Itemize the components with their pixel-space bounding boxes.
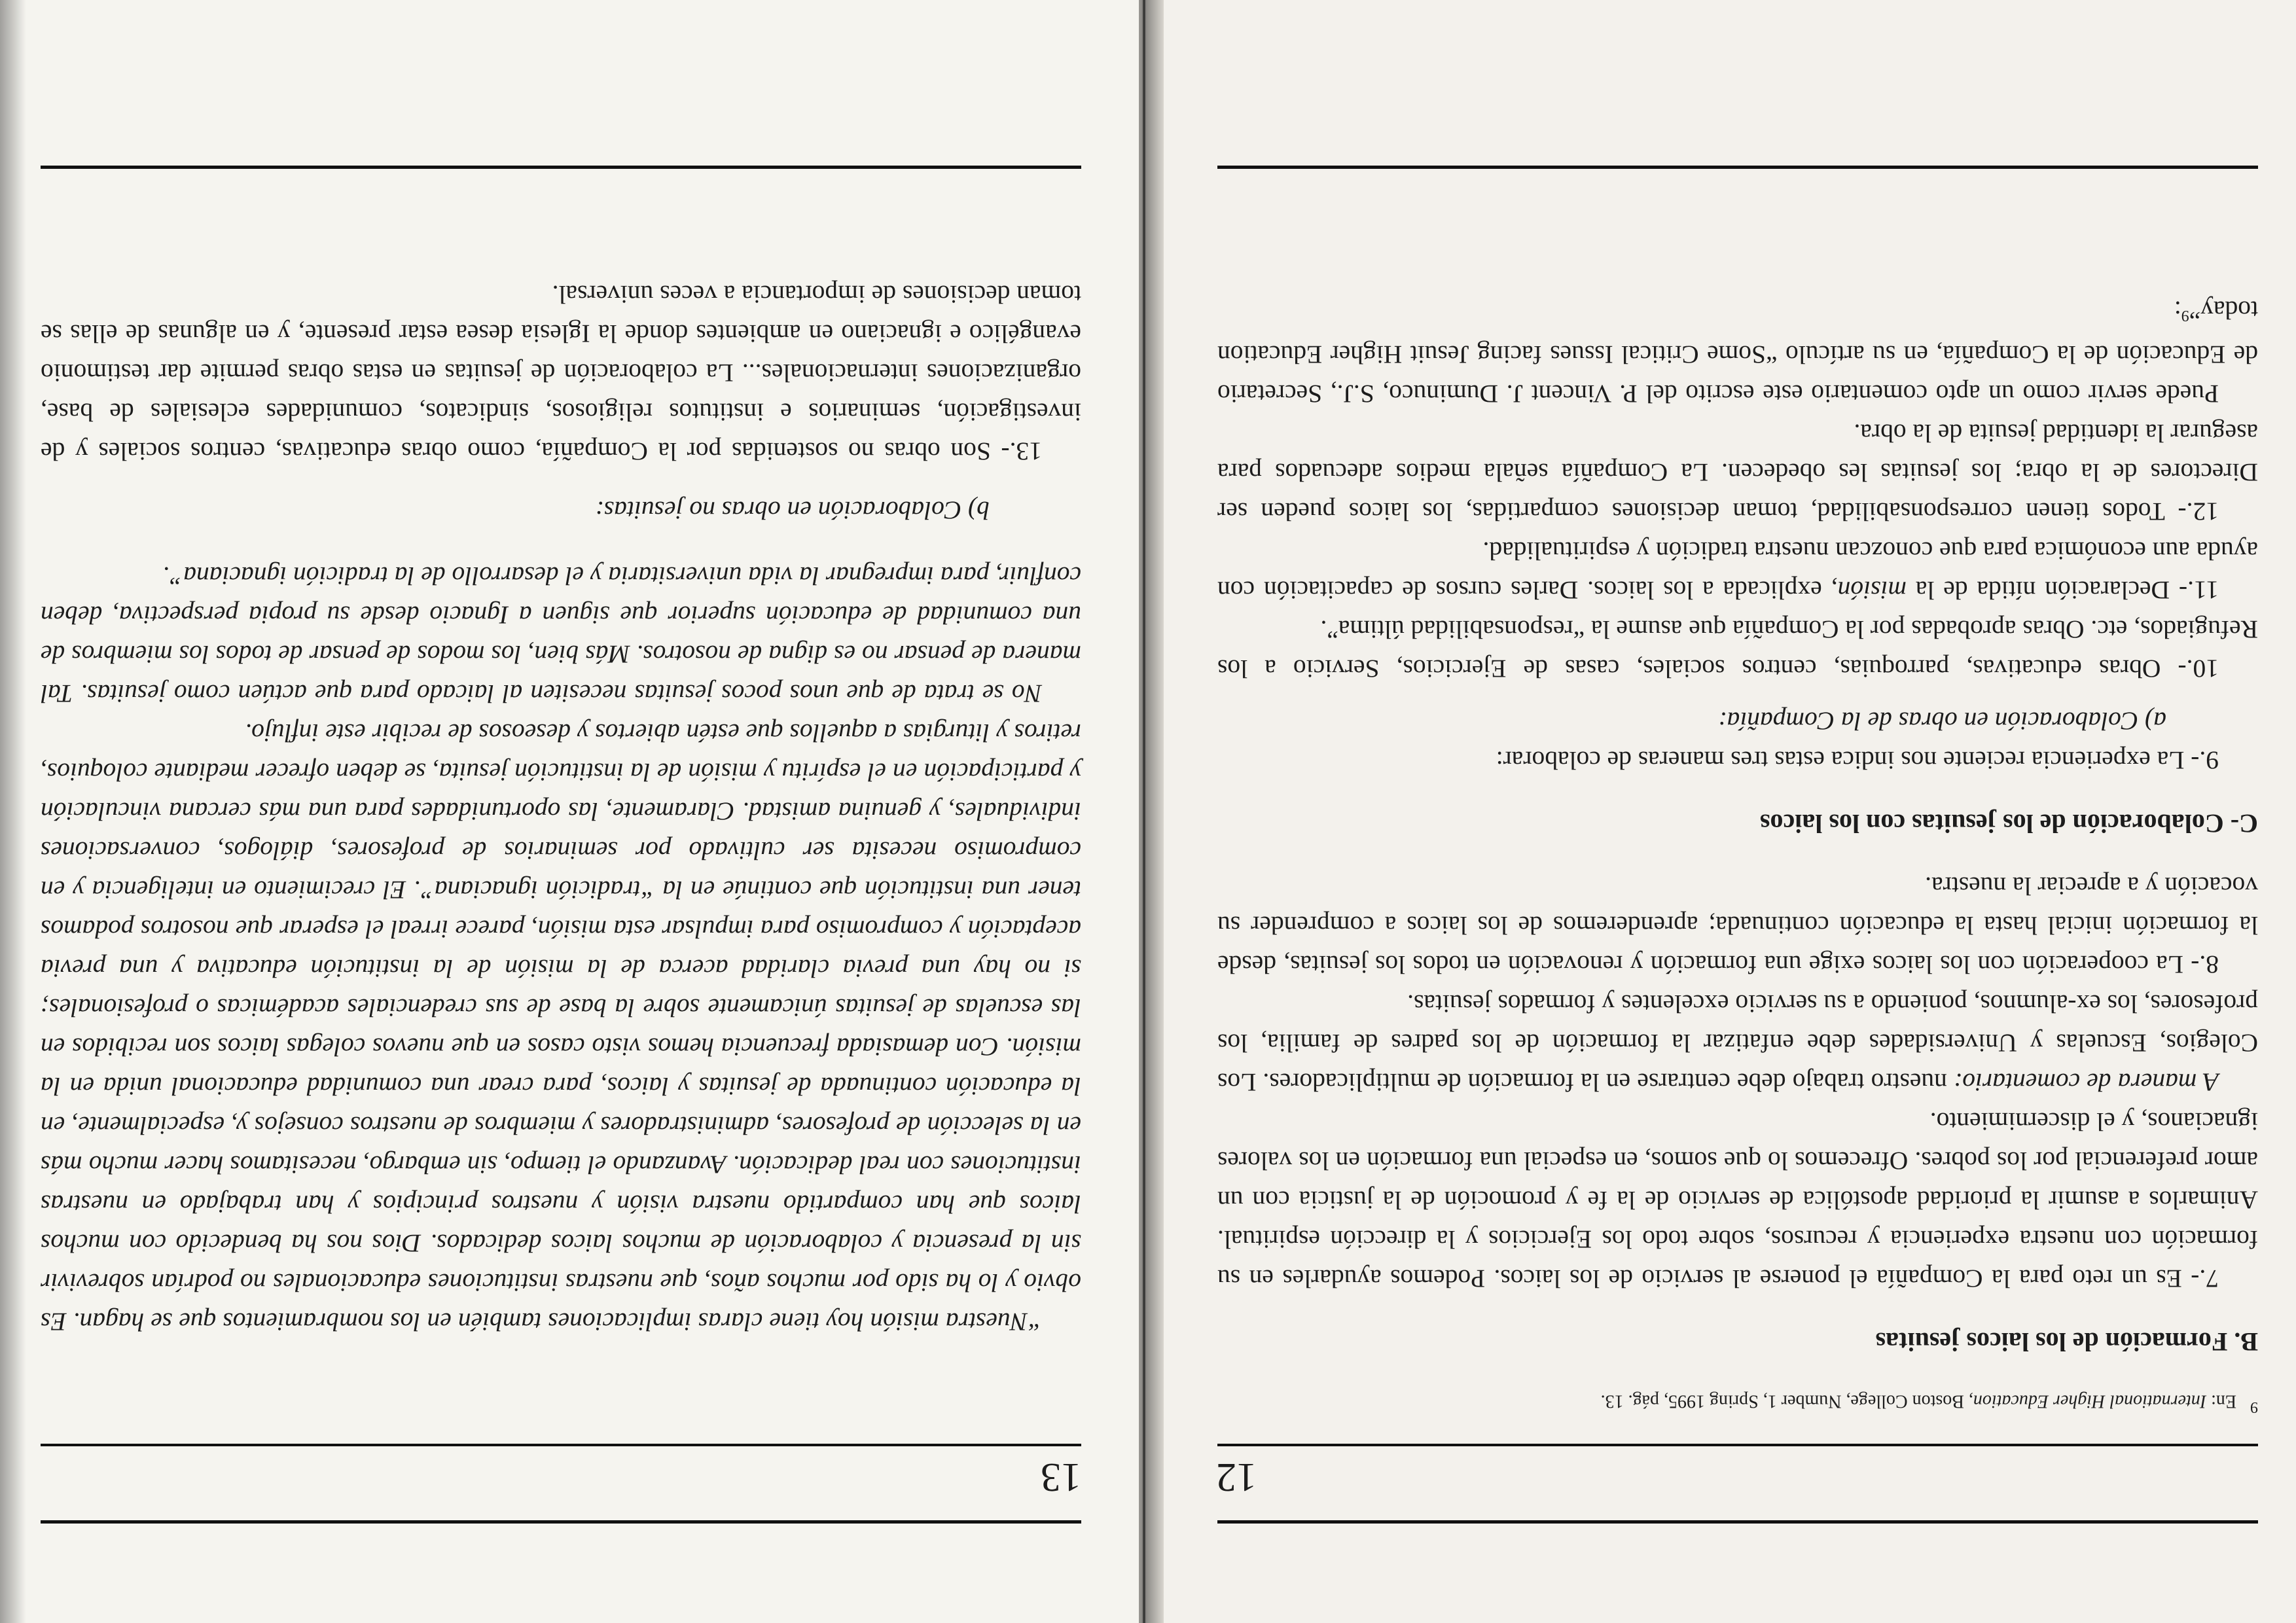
p11-end: , explicada a los laicos. Darles cursos de capacitación con ayuda aun económica para que conozcan nuestra tradición y espiritualidad. (1217, 537, 2258, 605)
folio-rule (41, 1444, 1081, 1446)
p13-intro: Puede servir como un apto comentario este escrito del P. Vincent J. Duminuco, S.J., Secretario de Educación de la Compañía, en su artículo “Some Critical Issues facing Jesuit Higher Education today” (1217, 295, 2258, 408)
section-heading-c: C- Colaboración de los jesuitas con los laicos (1759, 809, 2258, 838)
paragraph-commentary (1217, 291, 2258, 414)
page-number: 12 (1216, 1455, 1257, 1499)
page-13-body (41, 275, 1081, 1342)
bottom-rule (41, 166, 1081, 169)
page-13 (0, 0, 1139, 1623)
quote-paragraph-1: “Nuestra misión hoy tiene claras implicaciones también en los nombramientos que se hagan. Es obvio y lo ha sido por muchos años, que nuestras instituciones educacionales no podrían sobrevivir sin la presencia y colaboración de muchos laicos dedicados. Dios nos ha bendecido con muchos laicos que han compartido nuestra visión y nuestros principios y han trabajado en nuestras instituciones con real dedicación. Avanzando el tiempo, sin embargo, necesitamos hacer mucho más en la selección de profesores, administradores y miembros de nuestros consejos y, especialmente, en la educación continuada de jesuitas y laicos, para crear una comunidad educacional unida en la misión. Con demasiada frecuencia hemos visto casos en que nuevos colegas laicos son recibidos en las escuelas de jesuitas únicamente sobre la base de sus credenciales académicas o profesionales; si no hay una previa claridad acerca de la misión de la institución educativa y una previa aceptación y compromiso para impulsar esta misión, parece irreal el esperar que nosotros podamos tener una institución que continúe en la “tradición ignaciana”. El crecimiento en inteligencia y en compromiso necesita ser cultivado por seminarios de profesores, diálogos, conversaciones individuales, y genuina amistad. Claramente, las oportunidades para una más cercana vinculación y participación en el espíritu y misión de la institución jesuita, se deben ofrecer mediante coloquios, retiros y liturgias a aquellos que estén abiertos y deseosos de recibir este influjo. (41, 719, 1081, 1336)
footnote-journal: International Higher Education (1973, 1391, 2207, 1412)
top-rule (41, 1520, 1081, 1524)
footnote-rest: , Boston College, Number 1, Spring 1995, pág. 13. (1600, 1391, 1973, 1412)
paragraph-11 (1217, 531, 2258, 610)
paragraph-8: 8.- La cooperación con los laicos exige una formación y renovación en todos los jesuitas, desde la formación inicial hasta la educación continuada; aprenderemos de los laicos a comprender su vocación y a apreciar la nuestra. (1217, 872, 2258, 979)
page-edge-shadow (0, 0, 26, 1623)
p13-colon: : (2174, 295, 2181, 325)
subheading-b: b) Colaboración en obras no jesuitas: (595, 496, 990, 525)
section-heading-b: B. Formación de los laicos jesuitas (1875, 1327, 2258, 1357)
page-12 (1151, 0, 2296, 1623)
footnote-ref: 9 (2181, 307, 2189, 324)
quote-paragraph-2: No se trata de que unos pocos jesuitas necesiten al laicado para que actúen como jesuitas. Tal manera de pensar no es digna de nosotros. Más bien, los modos de pensar de todos los miembros de una comunidad de educación superior que siguen a Ignacio desde su propia perspectiva, deben confluir, para impregnar la vida universitaria y el desarrollo de la tradición ignaciana”. (41, 562, 1081, 708)
comment-text: nuestro trabajo debe centrarse en la formación de multiplicadores. Los Colegios, Escuelas y Universidades debe enfatizar la formación de los padres de familia, los profesores, los ex-alumnos, poniendo a su servicio excelentes y formados jesuitas. (1217, 990, 2258, 1097)
footnote (1217, 1389, 2258, 1419)
footnote-prefix: En: (2206, 1391, 2236, 1412)
paragraph-12: 12.- Todos tienen corresponsabilidad, toman decisiones compartidas, los laicos pueden ser Directores de la obra; los jesuitas les obedecen. La Compañía señala medios adecuados para asegurar la identidad jesuita de la obra. (1217, 419, 2258, 526)
bottom-rule (1217, 166, 2258, 169)
paragraph-13: 13.- Son obras no sostenidas por la Compañía, como obras educativas, centros sociales y de investigación, seminarios e institutos religiosos, sindicatos, comunidades eclesiales de base, organizaciones internacionales... La colaboración de jesuitas en estas obras permite dar testimonio evangélico e ignaciano en ambientes donde la Iglesia desea estar presente, y en algunas de ellas se toman decisiones de importancia a veces universal. (41, 280, 1081, 466)
subheading-a: a) Colaboración en obras de la Compañía: (1718, 707, 2166, 736)
comment-paragraph (1217, 984, 2258, 1102)
paragraph-7: 7.- Es un reto para la Compañía el ponerse al servicio de los laicos. Podemos ayudarles en su formación con nuestra experiencia y recursos, sobre todo los Ejercicios y la dirección espiritual. Animarlos a asumir la prioridad apostólica de servicio de la fe y promoción de la justicia con un amor preferencial por los pobres. Ofrecemos lo que somos, en especial una formación en los valores ignacianos, y el discernimiento. (1217, 1107, 2258, 1293)
p11-start: 11.- Declaración nítida de la (1906, 576, 2219, 605)
paragraph-9: 9.- La experiencia reciente nos indica estas tres maneras de colaborar: (1496, 746, 2219, 775)
page-12-body (1217, 291, 2258, 1361)
comment-intro: A manera de comentario: (1954, 1068, 2219, 1097)
folio-rule (1217, 1444, 2258, 1446)
paragraph-10: 10.- Obras educativas, parroquias, centros sociales, casas de Ejercicios, Servicio a los Refugiados, etc. Obras aprobadas por la Compañía que asume la “responsabilidad última”. (1217, 615, 2258, 683)
top-rule (1217, 1520, 2258, 1524)
p11-mission: misión (1837, 576, 1907, 605)
footnote-number: 9 (2250, 1399, 2258, 1416)
page-number: 13 (1041, 1455, 1081, 1499)
